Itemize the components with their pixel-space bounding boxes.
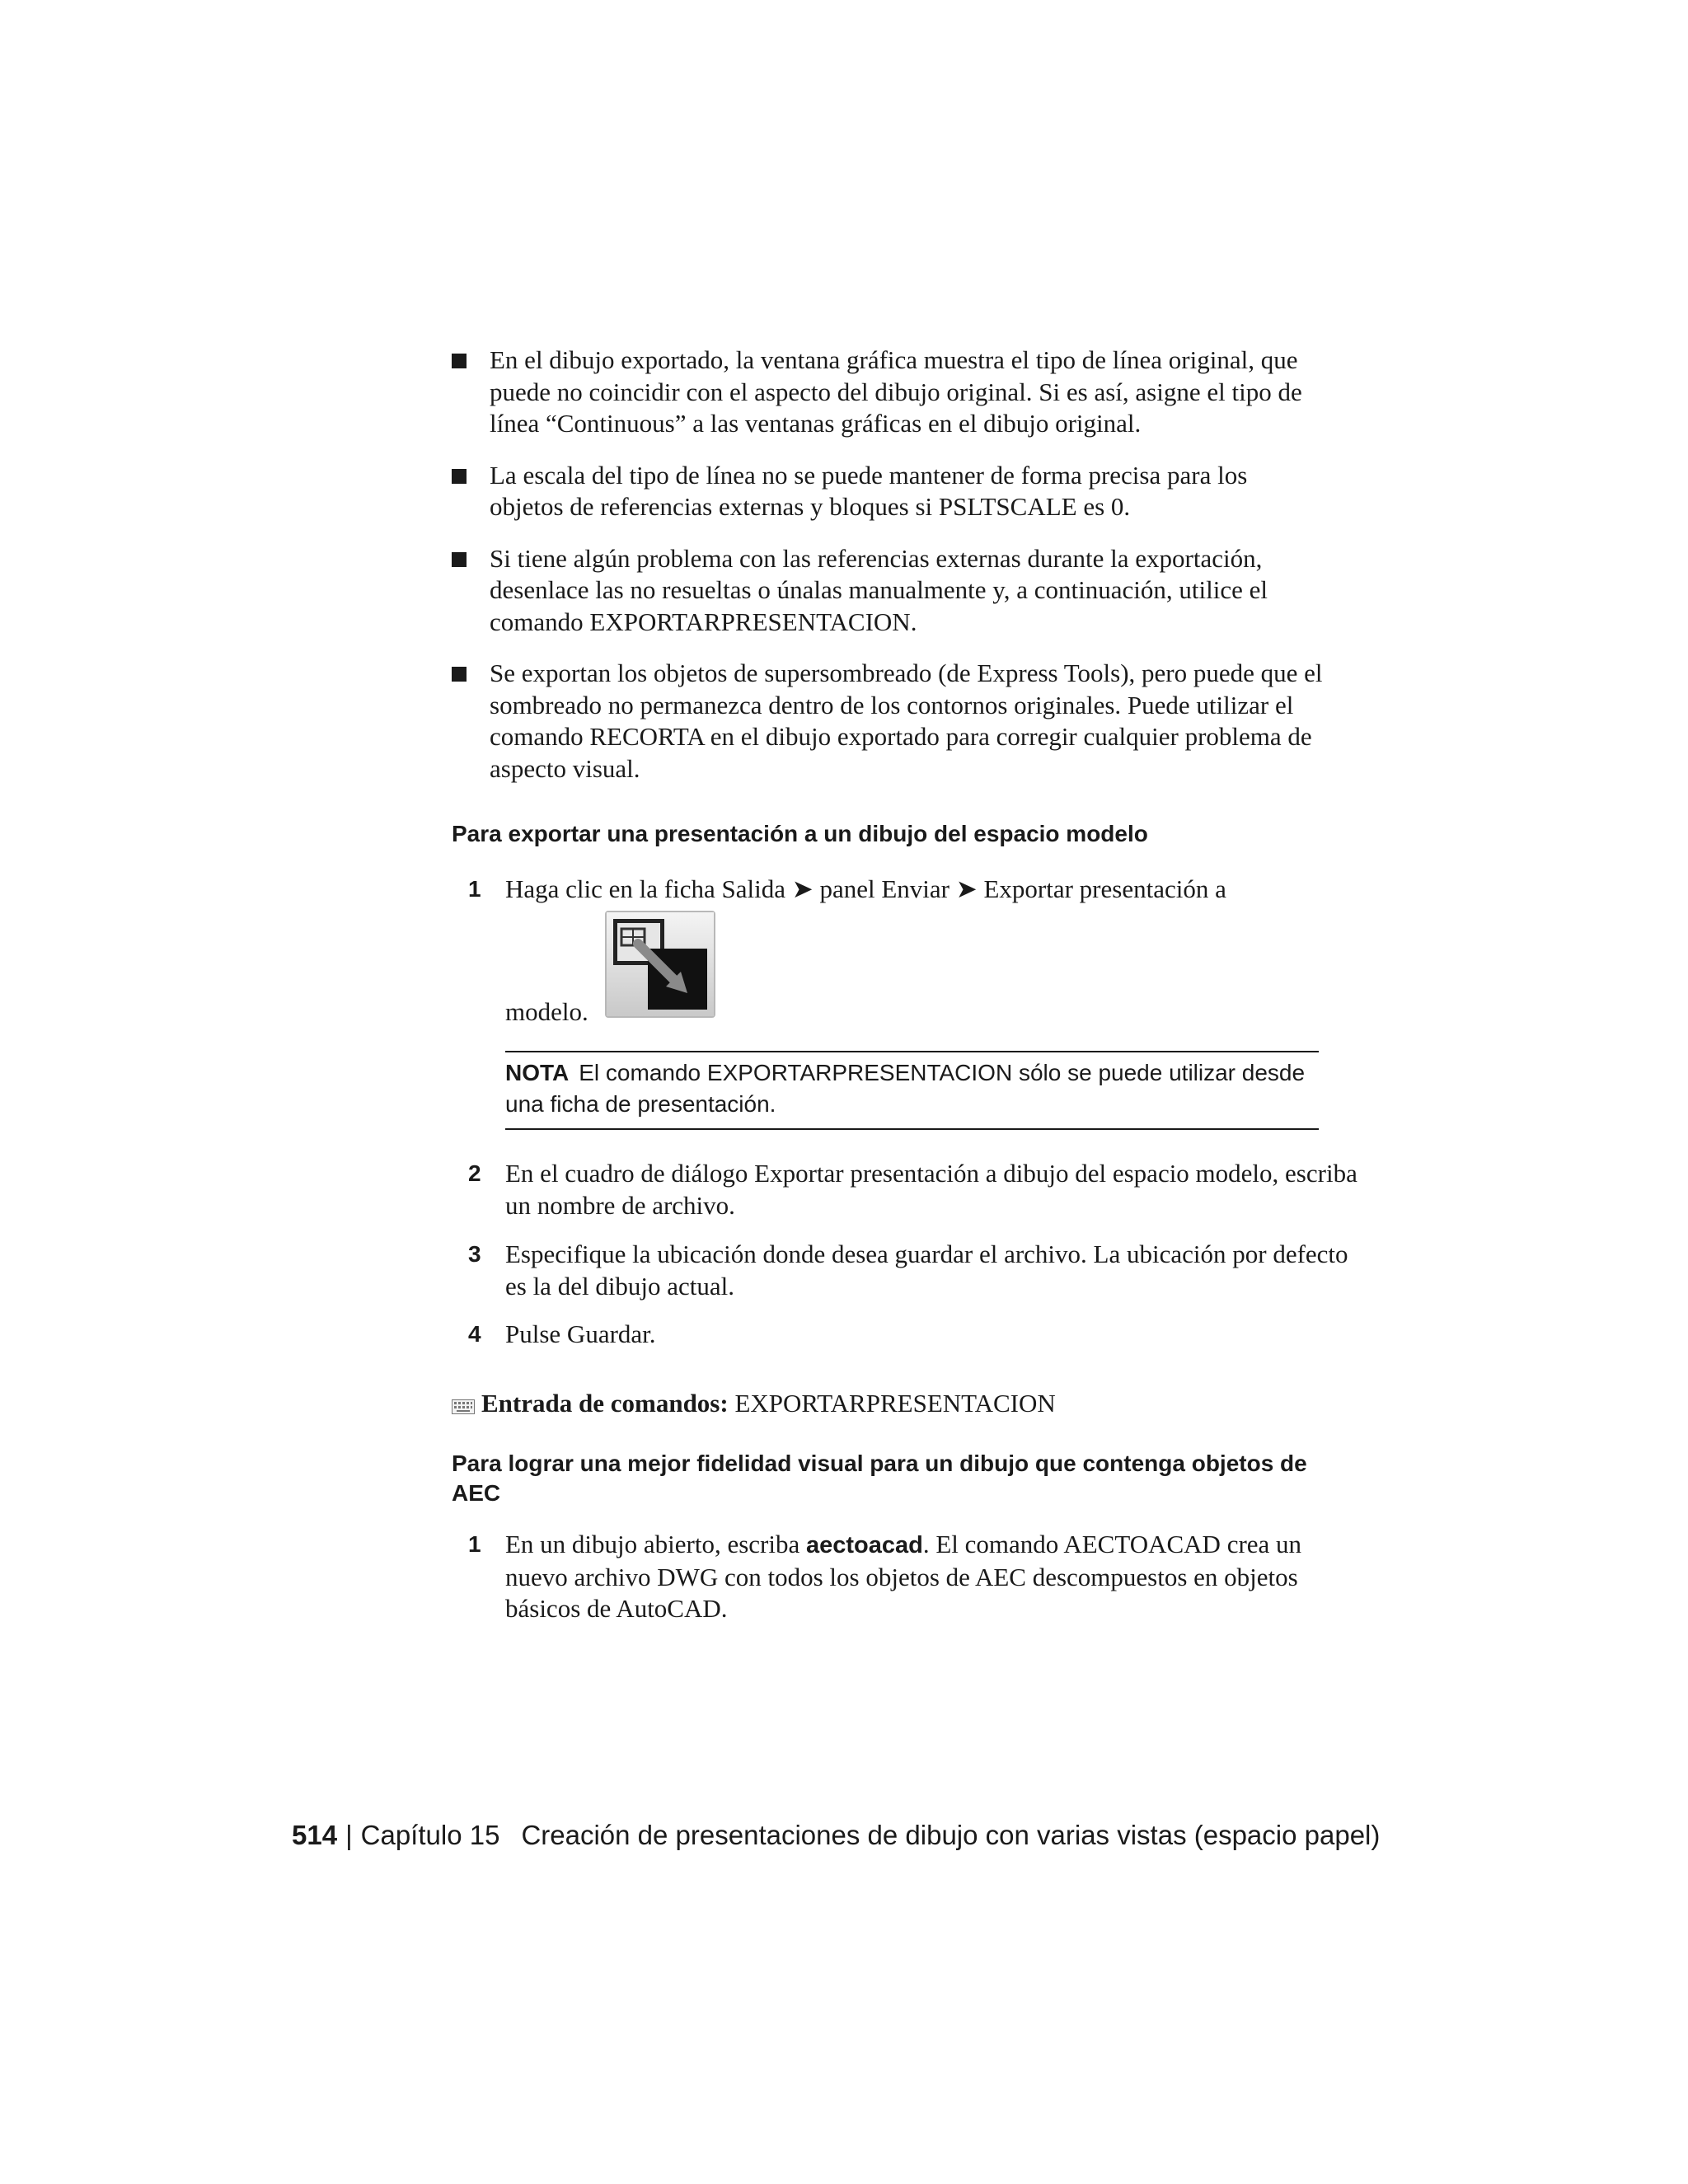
section-heading-export: Para exportar una presentación a un dibujo del espacio modelo — [452, 821, 1148, 846]
command-entry — [452, 1388, 1056, 1422]
step-number: 2 — [468, 1160, 481, 1186]
step-number: 1 — [468, 1531, 481, 1557]
command-value: EXPORTARPRESENTACION — [734, 1389, 1056, 1418]
square-bullet-icon — [452, 469, 467, 484]
page-footer — [292, 1818, 1380, 1853]
step-3-export: 3 Especifique la ubicación donde desea guardar el archivo. La ubicación por defecto es la del dibujo actual. — [468, 1240, 1348, 1301]
step-1-export: 1 Haga clic en la ficha Salida ➤ panel Enviar ➤ Exportar presentación a — [468, 874, 1362, 906]
note-label: NOTA — [505, 1060, 570, 1085]
bullet-item: La escala del tipo de línea no se puede mantener de forma precisa para los objetos de referencias externas y bloques si PSLTSCALE es 0. — [452, 460, 1325, 523]
export-layout-to-model-icon — [605, 911, 715, 1018]
step-4-export: 4 Pulse Guardar. — [468, 1319, 1362, 1351]
bullet-item: Se exportan los objetos de supersombreado (de Express Tools), pero puede que el sombreado no permanezca dentro de los contornos originales. Puede utilizar el comando RECORTA en el dibujo exportado para corregir cualquier problema de aspecto visual. — [452, 658, 1325, 785]
keyboard-icon — [452, 1390, 475, 1422]
step-number: 4 — [468, 1321, 481, 1347]
menu-arrow-icon: ➤ — [955, 874, 978, 903]
square-bullet-icon — [452, 667, 467, 682]
bullet-item: Si tiene algún problema con las referencias externas durante la exportación, desenlace las no resueltas o únalas manualmente y, a continuación, utilice el comando EXPORTARPRESENTACION. — [452, 543, 1325, 639]
step-2-export: 2 En el cuadro de diálogo Exportar presentación a dibujo del espacio modelo, escriba un nombre de archivo. — [468, 1159, 1357, 1220]
command-keyword: aectoacad — [806, 1532, 923, 1558]
section-heading-aec: Para lograr una mejor fidelidad visual para un dibujo que contenga objetos de AEC — [452, 1451, 1307, 1506]
menu-arrow-icon: ➤ — [791, 874, 814, 903]
square-bullet-icon — [452, 354, 467, 368]
step-1-aec: 1 En un dibujo abierto, escriba aectoacad. El comando AECTOACAD crea un nuevo archivo DWG con todos los objetos de AEC descompuestos en objetos básicos de AutoCAD. — [468, 1530, 1302, 1623]
bullet-list — [452, 344, 1325, 804]
chapter-title: Creación de presentaciones de dibujo con varias vistas (espacio papel) — [521, 1820, 1381, 1850]
bullet-item: En el dibujo exportado, la ventana gráfica muestra el tipo de línea original, que puede no coincidir con el aspecto del dibujo original. Si es así, asigne el tipo de línea “Continuous” a las ventanas gráficas en el dibujo original. — [452, 344, 1325, 440]
page-number: 514 — [292, 1820, 338, 1850]
step-1-continuation: modelo. — [505, 997, 588, 1026]
chapter-label: Capítulo 15 — [360, 1820, 500, 1850]
step-number: 3 — [468, 1241, 481, 1267]
step-number: 1 — [468, 876, 481, 902]
note-box — [505, 1051, 1319, 1130]
square-bullet-icon — [452, 552, 467, 567]
command-label: Entrada de comandos: — [481, 1389, 729, 1418]
note-text: El comando EXPORTARPRESENTACION sólo se puede utilizar desde una ficha de presentación. — [505, 1060, 1306, 1117]
footer-separator: | — [345, 1820, 353, 1850]
